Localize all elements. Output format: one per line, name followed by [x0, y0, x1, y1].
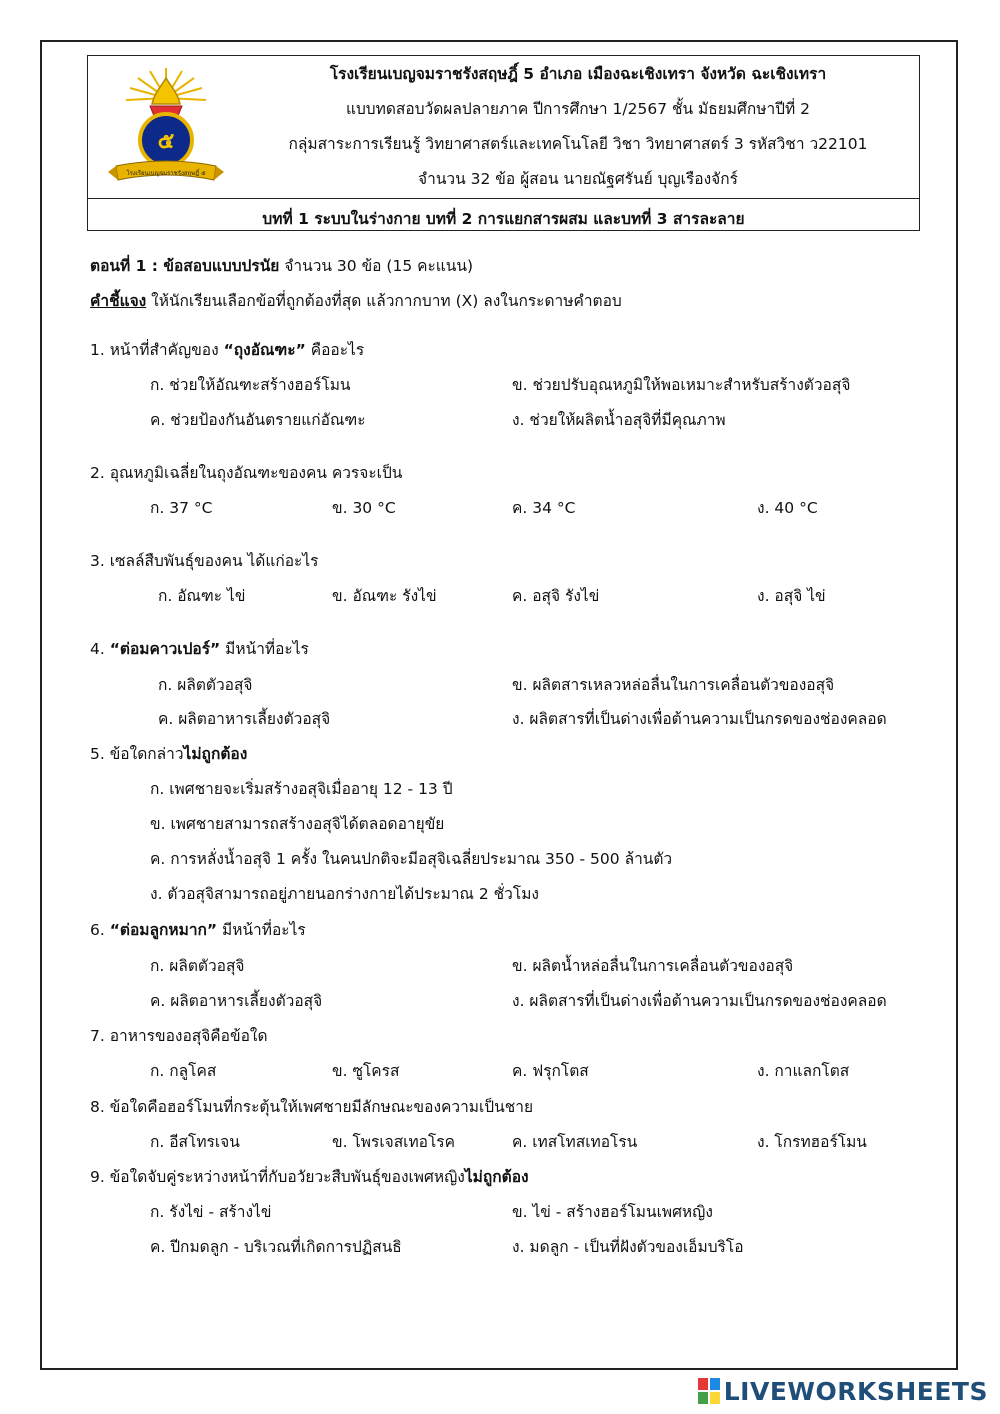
question-text-end: คืออะไร	[305, 341, 365, 359]
q7-choice-a[interactable]: ก. กลูโคส	[150, 1062, 217, 1080]
q3-choice-d[interactable]: ง. อสุจิ ไข่	[757, 587, 826, 605]
liveworksheets-icon	[698, 1378, 720, 1404]
q3-choice-b[interactable]: ข. อัณฑะ รังไข่	[332, 587, 437, 605]
instructions	[90, 291, 622, 311]
q8-choice-c[interactable]: ค. เทสโทสเทอโรน	[512, 1133, 638, 1151]
q1-choice-d[interactable]: ง. ช่วยให้ผลิตน้ำอสุจิที่มีคุณภาพ	[512, 411, 726, 429]
exam-title: แบบทดสอบวัดผลปลายภาค ปีการศึกษา 1/2567 ชั้น มัธยมศึกษาปีที่ 2	[345, 100, 811, 118]
question-emphasis: ไม่ถูกต้อง	[464, 1168, 529, 1186]
q2-choice-a[interactable]: ก. 37 °C	[150, 499, 213, 517]
q4-choice-b[interactable]: ข. ผลิตสารเหลวหล่อลื่นในการเคลื่อนตัวของอสุจิ	[512, 676, 835, 694]
teacher-line: จำนวน 32 ข้อ ผู้สอน นายณัฐศรันย์ บุญเรืองจักร์	[418, 170, 738, 188]
q2-choice-d[interactable]: ง. 40 °C	[757, 499, 818, 517]
q1-choice-b[interactable]: ข. ช่วยปรับอุณหภูมิให้พอเหมาะสำหรับสร้างตัวอสุจิ	[512, 376, 851, 394]
q8-choice-b[interactable]: ข. โพรเจสเทอโรค	[332, 1133, 456, 1151]
q8-choice-a[interactable]: ก. อีสโทรเจน	[150, 1133, 240, 1151]
school-emblem-logo	[106, 64, 226, 192]
question-2	[90, 463, 402, 483]
header-divider	[88, 198, 919, 199]
question-emphasis: ไม่ถูกต้อง	[183, 745, 248, 763]
question-6	[90, 920, 306, 940]
question-text: 1. หน้าที่สำคัญของ	[90, 341, 224, 359]
q8-choice-d[interactable]: ง. โกรทฮอร์โมน	[757, 1133, 867, 1151]
q9-choice-a[interactable]: ก. รังไข่ - สร้างไข่	[150, 1203, 272, 1221]
q1-choice-c[interactable]: ค. ช่วยป้องกันอันตรายแก่อัณฑะ	[150, 411, 366, 429]
question-text: 7. อาหารของอสุจิคือข้อใด	[90, 1027, 268, 1045]
q2-choice-b[interactable]: ข. 30 °C	[332, 499, 396, 517]
instructions-text: ให้นักเรียนเลือกข้อที่ถูกต้องที่สุด แล้วกากบาท (X) ลงในกระดาษคำตอบ	[146, 292, 622, 310]
part-detail: จำนวน 30 ข้อ (15 คะแนน)	[279, 257, 474, 275]
question-emphasis: “ต่อมลูกหมาก”	[109, 921, 218, 939]
question-emphasis: “ถุงอัณฑะ”	[223, 341, 306, 359]
question-8	[90, 1097, 533, 1117]
question-emphasis: “ต่อมคาวเปอร์”	[109, 640, 221, 658]
q2-choice-c[interactable]: ค. 34 °C	[512, 499, 576, 517]
question-5	[90, 744, 247, 764]
question-3	[90, 551, 318, 571]
question-text: 3. เซลล์สืบพันธุ์ของคน ได้แก่อะไร	[90, 552, 319, 570]
instructions-label: คำชี้แจง	[90, 292, 147, 310]
part-heading	[90, 256, 473, 276]
question-text-end: มีหน้าที่อะไร	[217, 921, 306, 939]
q5-choice-d[interactable]: ง. ตัวอสุจิสามารถอยู่ภายนอกร่างกายได้ประมาณ 2 ชั่วโมง	[150, 885, 539, 903]
q1-choice-a[interactable]: ก. ช่วยให้อัณฑะสร้างฮอร์โมน	[150, 376, 351, 394]
q4-choice-a[interactable]: ก. ผลิตตัวอสุจิ	[158, 676, 253, 694]
subject-line: กลุ่มสาระการเรียนรู้ วิทยาศาสตร์และเทคโนโลยี วิชา วิทยาศาสตร์ 3 รหัสวิชา ว22101	[288, 135, 868, 153]
question-text: 9. ข้อใดจับคู่ระหว่างหน้าที่กับอวัยวะสืบพันธุ์ของเพศหญิง	[90, 1168, 465, 1186]
question-text: 8. ข้อใดคือฮอร์โมนที่กระตุ้นให้เพศชายมีลักษณะของความเป็นชาย	[90, 1098, 534, 1116]
question-text: 2. อุณหภูมิเฉลี่ยในถุงอัณฑะของคน ควรจะเป็น	[90, 464, 403, 482]
school-name: โรงเรียนเบญจมราชรังสฤษฎิ์ 5 อำเภอ เมืองฉะเชิงเทรา จังหวัด ฉะเชิงเทรา	[329, 65, 827, 83]
svg-text:๕: ๕	[157, 128, 175, 154]
question-7	[90, 1026, 268, 1046]
q6-choice-d[interactable]: ง. ผลิตสารที่เป็นด่างเพื่อต้านความเป็นกรดของช่องคลอด	[512, 992, 887, 1010]
question-text-end: มีหน้าที่อะไร	[220, 640, 309, 658]
question-text: 4.	[90, 640, 110, 658]
q3-choice-a[interactable]: ก. อัณฑะ ไข่	[158, 587, 246, 605]
logo-ribbon-text: โรงเรียนเบญจมราชรังสฤษฎิ์ ๕	[126, 170, 206, 177]
exam-header	[87, 55, 920, 231]
liveworksheets-logo[interactable]	[698, 1376, 988, 1406]
q9-choice-d[interactable]: ง. มดลูก - เป็นที่ฝังตัวของเอ็มบริโอ	[512, 1238, 744, 1256]
part-title: ตอนที่ 1 : ข้อสอบแบบปรนัย	[90, 257, 280, 275]
q5-choice-c[interactable]: ค. การหลั่งน้ำอสุจิ 1 ครั้ง ในคนปกติจะมีอสุจิเฉลี่ยประมาณ 350 - 500 ล้านตัว	[150, 850, 673, 868]
q4-choice-d[interactable]: ง. ผลิตสารที่เป็นด่างเพื่อต้านความเป็นกรดของช่องคลอด	[512, 710, 887, 728]
q5-choice-b[interactable]: ข. เพศชายสามารถสร้างอสุจิได้ตลอดอายุขัย	[150, 815, 445, 833]
q6-choice-b[interactable]: ข. ผลิตน้ำหล่อลื่นในการเคลื่อนตัวของอสุจิ	[512, 957, 794, 975]
question-text: 5. ข้อใดกล่าว	[90, 745, 184, 763]
q3-choice-c[interactable]: ค. อสุจิ รังไข่	[512, 587, 600, 605]
q6-choice-a[interactable]: ก. ผลิตตัวอสุจิ	[150, 957, 245, 975]
question-4	[90, 639, 309, 659]
q5-choice-a[interactable]: ก. เพศชายจะเริ่มสร้างอสุจิเมื่ออายุ 12 - 13 ปี	[150, 780, 453, 798]
q4-choice-c[interactable]: ค. ผลิตอาหารเลี้ยงตัวอสุจิ	[158, 710, 331, 728]
units-line: บทที่ 1 ระบบในร่างกาย บทที่ 2 การแยกสารผสม และบทที่ 3 สารละลาย	[262, 210, 745, 228]
question-9	[90, 1167, 529, 1187]
q7-choice-d[interactable]: ง. กาแลกโตส	[757, 1062, 850, 1080]
q6-choice-c[interactable]: ค. ผลิตอาหารเลี้ยงตัวอสุจิ	[150, 992, 323, 1010]
question-1	[90, 340, 364, 360]
liveworksheets-brand: LIVEWORKSHEETS	[723, 1376, 988, 1406]
q9-choice-b[interactable]: ข. ไข่ - สร้างฮอร์โมนเพศหญิง	[512, 1203, 713, 1221]
q9-choice-c[interactable]: ค. ปีกมดลูก - บริเวณที่เกิดการปฏิสนธิ	[150, 1238, 402, 1256]
q7-choice-b[interactable]: ข. ซูโครส	[332, 1062, 400, 1080]
question-text: 6.	[90, 921, 110, 939]
q7-choice-c[interactable]: ค. ฟรุกโตส	[512, 1062, 589, 1080]
